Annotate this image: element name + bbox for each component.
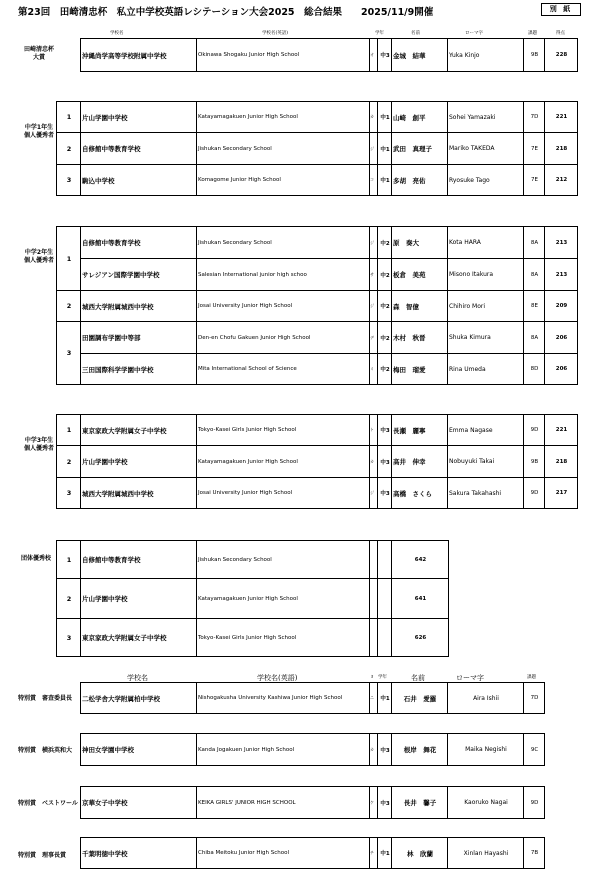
student-name: 高橋 さくら bbox=[392, 478, 448, 509]
special-prize-title: 特別賞 理事長賞 bbox=[18, 852, 67, 859]
kana-initial: サ bbox=[370, 259, 378, 291]
school-name-en: Katayamagakuen Junior High School bbox=[197, 102, 370, 133]
student-name: 木村 秋晉 bbox=[392, 322, 448, 354]
score: 209 bbox=[545, 291, 578, 322]
score: 213 bbox=[545, 259, 578, 291]
grade: 中3 bbox=[378, 446, 392, 478]
score: 206 bbox=[545, 354, 578, 385]
grade2-title-line1: 中学2年生 bbox=[24, 249, 54, 256]
score: 221 bbox=[545, 415, 578, 446]
student-romaji: Kota HARA bbox=[448, 227, 524, 259]
empty-cell bbox=[370, 579, 378, 619]
school-name-en: Jishukan Secondary School bbox=[197, 133, 370, 165]
rank: 1 bbox=[57, 102, 81, 133]
score: 218 bbox=[545, 133, 578, 165]
table-row bbox=[57, 579, 449, 619]
student-romaji: Sakura Takahashi bbox=[448, 478, 524, 509]
table-row bbox=[57, 291, 578, 322]
grade: 中2 bbox=[378, 354, 392, 385]
class-code: 8E bbox=[524, 291, 545, 322]
score: 206 bbox=[545, 322, 578, 354]
student-name: 高井 伸幸 bbox=[392, 446, 448, 478]
table-row bbox=[57, 227, 578, 259]
grade1-table bbox=[56, 101, 578, 196]
rank: 2 bbox=[57, 579, 81, 619]
special-col-header-grade: 学年 bbox=[378, 675, 387, 680]
special-prize-title: 特別賞 審査委員長 bbox=[18, 695, 73, 702]
col-header-grade: 学年 bbox=[375, 31, 384, 36]
student-name: 山崎 創平 bbox=[392, 102, 448, 133]
grade2-title-line2: 個人優秀者 bbox=[23, 257, 54, 264]
table-row bbox=[57, 259, 578, 291]
grade: 中1 bbox=[378, 165, 392, 196]
col-header-romaji: ローマ字 bbox=[465, 31, 483, 36]
class-code: 8A bbox=[524, 227, 545, 259]
school-name-en: Katayamagakuen Junior High School bbox=[197, 446, 370, 478]
table-row bbox=[57, 322, 578, 354]
rank: 3 bbox=[57, 478, 81, 509]
table-row bbox=[81, 734, 545, 766]
school-name: 城西大学附属城西中学校 bbox=[81, 478, 197, 509]
score: 228 bbox=[545, 39, 578, 72]
grade: 中1 bbox=[378, 133, 392, 165]
page-title: 第23回 田崎清忠杯 私立中学校英語レシテーション大会2025 総合結果 2025/11/9開催 bbox=[18, 7, 434, 18]
special-col-header-school: 学校名 bbox=[127, 674, 148, 682]
student-romaji: Shuka Kimura bbox=[448, 322, 524, 354]
grade: 中1 bbox=[378, 102, 392, 133]
table-row bbox=[81, 838, 545, 869]
grade: 中3 bbox=[378, 734, 392, 766]
team-score: 626 bbox=[392, 619, 449, 657]
team-section-title: 団体優秀校 bbox=[20, 555, 51, 562]
class-code: 9D bbox=[524, 787, 545, 819]
table-row bbox=[57, 102, 578, 133]
kana-initial: デ bbox=[370, 322, 378, 354]
table-row bbox=[57, 133, 578, 165]
grade3-title-line1: 中学3年生 bbox=[24, 437, 54, 444]
kana-initial: ケ bbox=[370, 787, 378, 819]
grade: 中3 bbox=[378, 478, 392, 509]
special-prize-title: 特別賞 横浜英和大 bbox=[18, 747, 73, 754]
special-col-header-school-en: 学校名(英語) bbox=[257, 674, 298, 682]
school-name: 二松学舎大学附属柏中学校 bbox=[81, 683, 197, 714]
class-code: 9D bbox=[524, 415, 545, 446]
school-name: 三田国際科学学園中学校 bbox=[81, 354, 197, 385]
col-header-score: 得点 bbox=[556, 31, 565, 36]
student-romaji: Xinlan Hayashi bbox=[448, 838, 524, 869]
grade: 中2 bbox=[378, 259, 392, 291]
grand-prize-title-line1: 田崎清忠杯 bbox=[23, 46, 54, 53]
school-name-en: Jishukan Secondary School bbox=[197, 227, 370, 259]
rank: 3 bbox=[57, 619, 81, 657]
student-name: 根岸 舞花 bbox=[392, 734, 448, 766]
class-code: 7E bbox=[524, 133, 545, 165]
team-score: 641 bbox=[392, 579, 449, 619]
school-name: 東京家政大学附属女子中学校 bbox=[81, 619, 197, 657]
empty-cell bbox=[378, 619, 392, 657]
school-name-en: Josai University Junior High School bbox=[197, 291, 370, 322]
school-name: 千葉明徳中学校 bbox=[81, 838, 197, 869]
school-name: サレジアン国際学園中学校 bbox=[81, 259, 197, 291]
kana-initial: ジ bbox=[370, 291, 378, 322]
student-name: 金城 結華 bbox=[392, 39, 448, 72]
empty-cell bbox=[370, 619, 378, 657]
special-col-header-k: ﾖ bbox=[371, 675, 374, 680]
table-row bbox=[57, 446, 578, 478]
special-prize-table-2 bbox=[80, 733, 545, 766]
school-name: 片山学園中学校 bbox=[81, 446, 197, 478]
kana-initial: ジ bbox=[370, 227, 378, 259]
school-name: 京華女子中学校 bbox=[81, 787, 197, 819]
student-romaji: Ryosuke Tago bbox=[448, 165, 524, 196]
school-name-en: Katayamagakuen Junior High School bbox=[197, 579, 370, 619]
student-name: 長井 馨子 bbox=[392, 787, 448, 819]
grade: 中2 bbox=[378, 227, 392, 259]
school-name: 駒込中学校 bbox=[81, 165, 197, 196]
grade: 中1 bbox=[378, 683, 392, 714]
school-name-en: Komagome Junior High School bbox=[197, 165, 370, 196]
school-name-en: Tokyo-Kasei Girls Junior High School bbox=[197, 619, 370, 657]
school-name: 田園調布学園中等部 bbox=[81, 322, 197, 354]
kana-initial: ジ bbox=[370, 478, 378, 509]
school-name: 東京家政大学附属女子中学校 bbox=[81, 415, 197, 446]
col-header-school: 学校名 bbox=[110, 31, 124, 36]
student-romaji: Nobuyuki Takai bbox=[448, 446, 524, 478]
grand-prize-table bbox=[80, 38, 578, 72]
rank: 1 bbox=[57, 415, 81, 446]
grade1-title-line1: 中学1年生 bbox=[24, 124, 54, 131]
class-code: 8A bbox=[524, 259, 545, 291]
class-code: 9D bbox=[524, 478, 545, 509]
school-name-en: Salesian International junior high schoo bbox=[197, 259, 370, 291]
special-col-header-class: 課題 bbox=[527, 675, 536, 680]
col-header-school-en: 学校名(英語) bbox=[262, 31, 289, 36]
grand-prize-title-line2: 大賞 bbox=[32, 54, 45, 61]
rank: 1 bbox=[57, 541, 81, 579]
grade3-table bbox=[56, 414, 578, 509]
student-romaji: Mariko TAKEDA bbox=[448, 133, 524, 165]
student-name: 武田 真理子 bbox=[392, 133, 448, 165]
score: 217 bbox=[545, 478, 578, 509]
student-romaji: Misono Itakura bbox=[448, 259, 524, 291]
empty-cell bbox=[370, 541, 378, 579]
student-romaji: Yuka Kinjo bbox=[448, 39, 524, 72]
table-row bbox=[57, 478, 578, 509]
student-romaji: Chihiro Mori bbox=[448, 291, 524, 322]
school-name-en: Kanda Jogakuen Junior High School bbox=[197, 734, 370, 766]
score: 221 bbox=[545, 102, 578, 133]
table-row bbox=[57, 541, 449, 579]
team-table bbox=[56, 540, 449, 657]
special-prize-title: 特別賞 ベストワール bbox=[18, 800, 78, 807]
kana-initial: カ bbox=[370, 446, 378, 478]
student-name: 多胡 亮佑 bbox=[392, 165, 448, 196]
grade2-table bbox=[56, 226, 578, 385]
school-name: 城西大学附属城西中学校 bbox=[81, 291, 197, 322]
school-name-en: Jishukan Secondary School bbox=[197, 541, 370, 579]
school-name: 自修館中等教育学校 bbox=[81, 133, 197, 165]
class-code: 9B bbox=[524, 446, 545, 478]
table-row bbox=[57, 619, 449, 657]
school-name: 自修館中等教育学校 bbox=[81, 541, 197, 579]
kana-initial: カ bbox=[370, 102, 378, 133]
student-romaji: Kaoruko Nagai bbox=[448, 787, 524, 819]
grade: 中3 bbox=[378, 415, 392, 446]
rank: 2 bbox=[57, 446, 81, 478]
class-code: 8D bbox=[524, 354, 545, 385]
kana-initial: ニ bbox=[370, 683, 378, 714]
school-name-en: Mita International School of Science bbox=[197, 354, 370, 385]
table-row bbox=[57, 165, 578, 196]
special-col-header-name: 名前 bbox=[411, 674, 425, 682]
student-name: 長瀬 麗寧 bbox=[392, 415, 448, 446]
student-name: 石井 愛羅 bbox=[392, 683, 448, 714]
class-code: 7D bbox=[524, 102, 545, 133]
school-name-en: Tokyo-Kasei Girls Junior High School bbox=[197, 415, 370, 446]
student-name: 板倉 美苑 bbox=[392, 259, 448, 291]
rank: 1 bbox=[57, 227, 81, 291]
student-name: 林 欣蘭 bbox=[392, 838, 448, 869]
rank: 3 bbox=[57, 322, 81, 385]
grade: 中2 bbox=[378, 291, 392, 322]
school-name-en: Okinawa Shogaku Junior High School bbox=[197, 39, 370, 72]
score: 218 bbox=[545, 446, 578, 478]
score: 212 bbox=[545, 165, 578, 196]
grade: 中3 bbox=[378, 787, 392, 819]
grade: 中2 bbox=[378, 322, 392, 354]
kana-initial: ジ bbox=[370, 133, 378, 165]
rank: 2 bbox=[57, 291, 81, 322]
rank: 3 bbox=[57, 165, 81, 196]
empty-cell bbox=[378, 579, 392, 619]
school-name: 片山学園中学校 bbox=[81, 102, 197, 133]
school-name: 自修館中等教育学校 bbox=[81, 227, 197, 259]
table-row bbox=[57, 415, 578, 446]
kana-initial: ト bbox=[370, 415, 378, 446]
special-prize-table-1 bbox=[80, 682, 545, 714]
kana-initial: ミ bbox=[370, 354, 378, 385]
class-code: 7D bbox=[524, 683, 545, 714]
student-romaji: Aira Ishii bbox=[448, 683, 524, 714]
col-header-name: 名前 bbox=[411, 31, 420, 36]
team-score: 642 bbox=[392, 541, 449, 579]
special-col-header-romaji: ローマ字 bbox=[456, 674, 484, 682]
student-romaji: Rina Umeda bbox=[448, 354, 524, 385]
class-code: 9C bbox=[524, 734, 545, 766]
class-code: 8A bbox=[524, 322, 545, 354]
school-name-en: KEIKA GIRLS' JUNIOR HIGH SCHOOL bbox=[197, 787, 370, 819]
grade1-title-line2: 個人優秀者 bbox=[23, 132, 54, 139]
student-romaji: Maika Negishi bbox=[448, 734, 524, 766]
table-row bbox=[57, 354, 578, 385]
kana-initial: チ bbox=[370, 838, 378, 869]
school-name: 沖縄尚学高等学校附属中学校 bbox=[81, 39, 197, 72]
grand-prize-title bbox=[14, 46, 64, 62]
col-header-class: 課題 bbox=[528, 31, 537, 36]
attachment-badge: 別 紙 bbox=[541, 3, 581, 16]
special-prize-table-3 bbox=[80, 786, 545, 819]
student-name: 梅田 瑠愛 bbox=[392, 354, 448, 385]
table-row bbox=[81, 787, 545, 819]
school-name-en: Josai University Junior High School bbox=[197, 478, 370, 509]
rank: 2 bbox=[57, 133, 81, 165]
school-name-en: Nishogakusha University Kashiwa Junior High School bbox=[197, 683, 370, 714]
special-prize-table-4 bbox=[80, 837, 545, 869]
grade: 中3 bbox=[378, 39, 392, 72]
grade: 中1 bbox=[378, 838, 392, 869]
kana-initial: オ bbox=[370, 39, 378, 72]
kana-initial: コ bbox=[370, 165, 378, 196]
school-name: 片山学園中学校 bbox=[81, 579, 197, 619]
student-romaji: Emma Nagase bbox=[448, 415, 524, 446]
empty-cell bbox=[378, 541, 392, 579]
student-romaji: Sohei Yamazaki bbox=[448, 102, 524, 133]
student-name: 森 智億 bbox=[392, 291, 448, 322]
score: 213 bbox=[545, 227, 578, 259]
grade3-title-line2: 個人優秀者 bbox=[23, 445, 54, 452]
school-name: 神田女学園中学校 bbox=[81, 734, 197, 766]
school-name-en: Chiba Meitoku Junior High School bbox=[197, 838, 370, 869]
school-name-en: Den-en Chofu Gakuen Junior High School bbox=[197, 322, 370, 354]
table-row bbox=[81, 683, 545, 714]
kana-initial: カ bbox=[370, 734, 378, 766]
student-name: 原 奏大 bbox=[392, 227, 448, 259]
class-code: 7B bbox=[524, 838, 545, 869]
table-row bbox=[81, 39, 578, 72]
class-code: 7E bbox=[524, 165, 545, 196]
class-code: 9B bbox=[524, 39, 545, 72]
